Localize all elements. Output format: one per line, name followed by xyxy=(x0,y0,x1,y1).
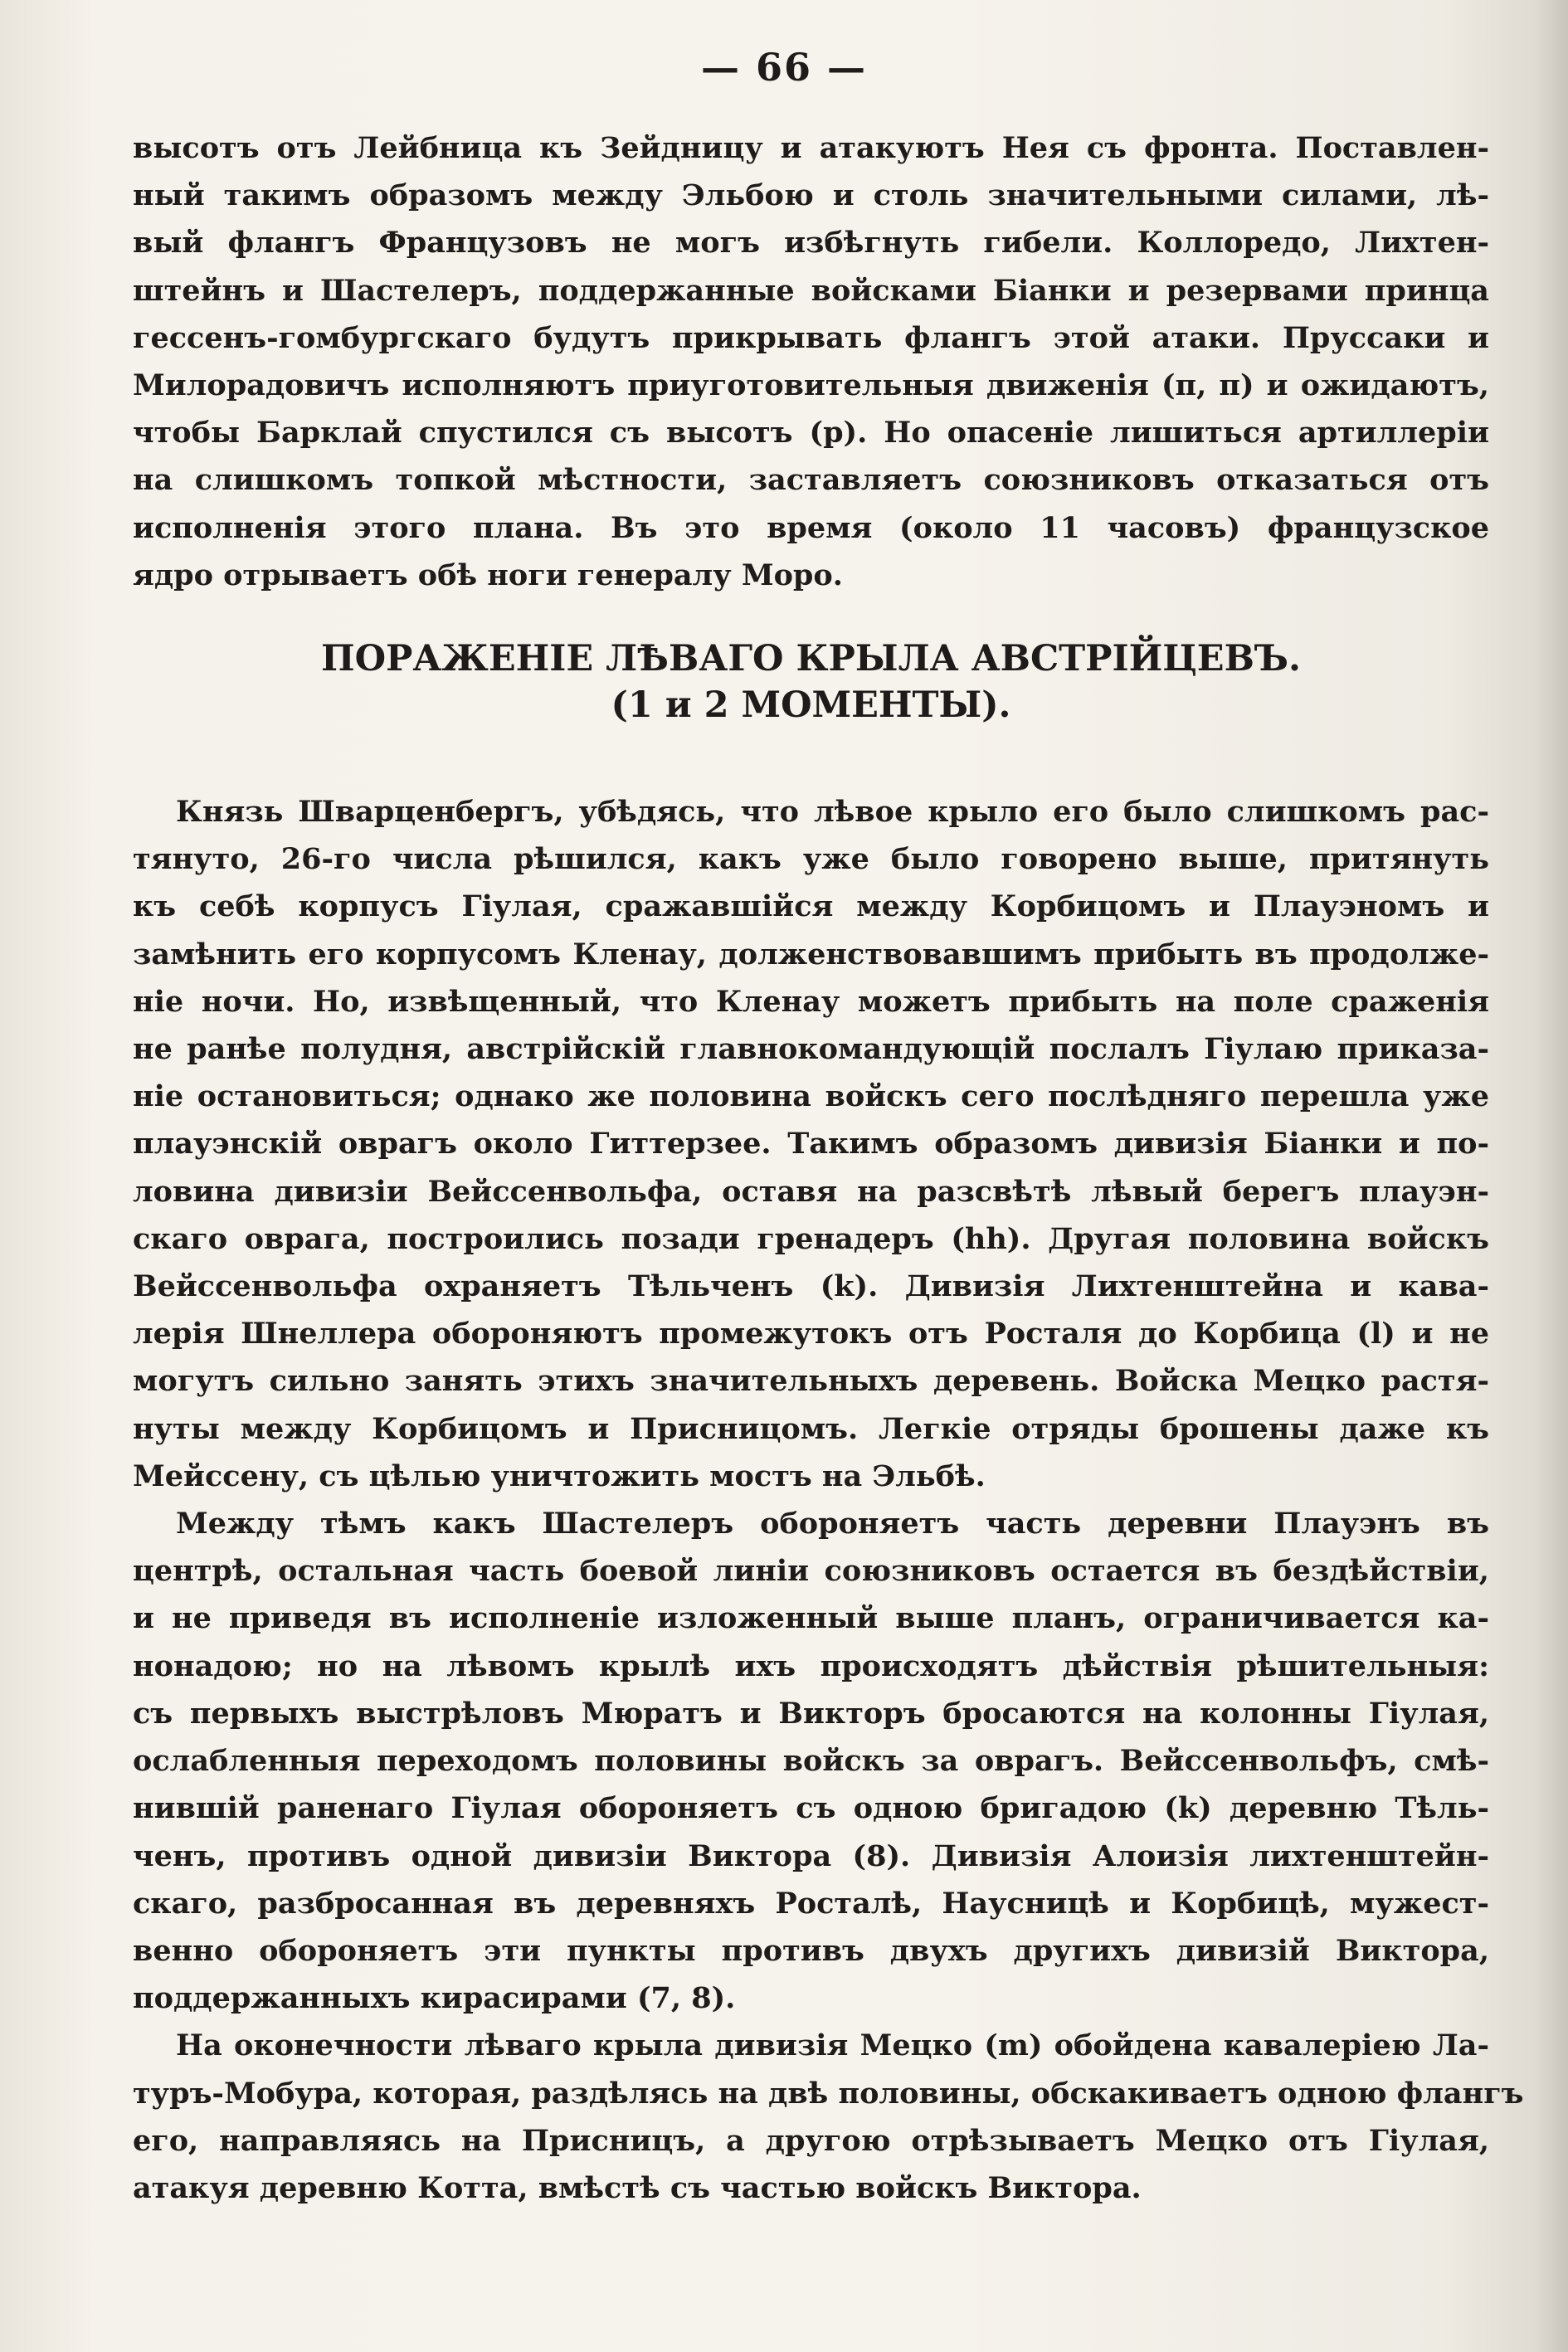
text-line: штейнъ и Шастелеръ, поддержанные войсками Біанки и резервами принца xyxy=(133,273,1489,308)
text-line: нившій раненаго Гіулая обороняетъ съ одною бригадою (k) деревню Тѣль- xyxy=(133,1791,1489,1826)
text-line: На оконечности лѣваго крыла дивизія Мецко (m) обойдена кавалеріею Ла- xyxy=(176,2028,1489,2063)
text-line: скаго, разбросанная въ деревняхъ Росталѣ, Наусницѣ и Корбицѣ, мужест- xyxy=(133,1886,1489,1921)
section-subtitle: (1 и 2 МОМЕНТЫ). xyxy=(611,684,1011,727)
text-line: атакуя деревню Котта, вмѣстѣ съ частью войскъ Виктора. xyxy=(133,2170,1142,2205)
section-title: ПОРАЖЕНІЕ ЛѢВАГО КРЫЛА АВСТРІЙЦЕВЪ. xyxy=(320,638,1302,680)
text-line: центрѣ, остальная часть боевой линіи союзниковъ остается въ бездѣйствіи, xyxy=(133,1554,1489,1589)
text-line: его, направляясь на Присницъ, а другою отрѣзываетъ Мецко отъ Гіулая, xyxy=(133,2123,1489,2158)
text-line: Вейссенвольфа охраняетъ Тѣльченъ (k). Дивизія Лихтенштейна и кава- xyxy=(133,1269,1489,1304)
text-line: туръ-Мобура, которая, раздѣлясь на двѣ половины, обскакиваетъ одною флангъ xyxy=(133,2076,1524,2111)
text-line: ченъ, противъ одной дивизіи Виктора (8). Дивизія Алоизія лихтенштейн- xyxy=(133,1838,1489,1873)
text-line: гессенъ-гомбургскаго будутъ прикрывать флангъ этой атаки. Пруссаки и xyxy=(133,320,1489,355)
text-line: замѣнить его корпусомъ Кленау, долженствовавшимъ прибыть въ продолже- xyxy=(133,937,1489,971)
text-line: ядро отрываетъ обѣ ноги генералу Моро. xyxy=(133,558,843,592)
text-line: ніе остановиться; однако же половина войскъ сего послѣдняго перешла уже xyxy=(133,1079,1489,1114)
page-content xyxy=(133,124,1524,2212)
text-line: вый флангъ Французовъ не могъ избѣгнуть гибели. Коллоредо, Лихтен- xyxy=(133,226,1489,261)
page-edge-shadow xyxy=(1535,0,1568,2352)
text-line: поддержанныхъ кирасирами (7, 8). xyxy=(133,1981,736,2016)
text-line: нонадою; но на лѣвомъ крылѣ ихъ происходятъ дѣйствія рѣшительныя: xyxy=(133,1648,1489,1683)
text-line: исполненія этого плана. Въ это время (около 11 часовъ) французское xyxy=(133,510,1489,545)
text-line: нуты между Корбицомъ и Присницомъ. Легкіе отряды брошены даже къ xyxy=(133,1411,1489,1446)
intro-paragraph xyxy=(133,124,1489,599)
text-line: и не приведя въ исполненіе изложенный выше планъ, ограничивается ка- xyxy=(133,1601,1489,1636)
text-line: не ранѣе полудня, австрійскій главнокомандующій послалъ Гіулаю приказа- xyxy=(133,1032,1489,1067)
text-line: ловина дивизіи Вейссенвольфа, оставя на разсвѣтѣ лѣвый берегъ плауэн- xyxy=(133,1174,1489,1209)
heading-spacer xyxy=(133,728,1489,788)
text-line: ный такимъ образомъ между Эльбою и столь значительными силами, лѣ- xyxy=(133,178,1489,213)
text-line: Мейссену, съ цѣлью уничтожить мостъ на Эльбѣ. xyxy=(133,1458,986,1493)
body-paragraph-3 xyxy=(133,2022,1524,2212)
text-line: ніе ночи. Но, извѣщенный, что Кленау можетъ прибыть на поле сраженія xyxy=(133,984,1489,1019)
text-line: Милорадовичъ исполняютъ приуготовительныя движенія (п, п) и ожидаютъ, xyxy=(133,368,1489,403)
text-line: могутъ сильно занять этихъ значительныхъ деревень. Войска Мецко растя- xyxy=(133,1364,1489,1399)
text-line: Между тѣмъ какъ Шастелеръ обороняетъ часть деревни Плауэнъ въ xyxy=(176,1507,1489,1541)
text-line: тянуто, 26-го числа рѣшился, какъ уже было говорено выше, притянуть xyxy=(133,842,1489,877)
text-line: плауэнскій оврагъ около Гиттерзее. Такимъ образомъ дивизія Біанки и по- xyxy=(133,1127,1489,1161)
page-number: — 66 — xyxy=(700,45,868,90)
text-line: скаго оврага, построились позади гренадеръ (hh). Другая половина войскъ xyxy=(133,1221,1489,1256)
text-line: къ себѣ корпусъ Гіулая, сражавшійся между Корбицомъ и Плауэномъ и xyxy=(133,889,1489,924)
text-line: ослабленныя переходомъ половины войскъ за оврагъ. Вейссенвольфъ, смѣ- xyxy=(133,1744,1489,1779)
text-line: на слишкомъ топкой мѣстности, заставляетъ союзниковъ отказаться отъ xyxy=(133,463,1489,498)
section-heading xyxy=(133,635,1489,728)
text-line: лерія Шнеллера обороняютъ промежутокъ отъ Росталя до Корбица (l) и не xyxy=(133,1317,1489,1351)
text-line: чтобы Барклай спустился съ высотъ (р). Но опасеніе лишиться артиллеріи xyxy=(133,416,1489,450)
text-line: высотъ отъ Лейбница къ Зейдницу и атакуютъ Нея съ фронта. Поставлен- xyxy=(133,131,1489,165)
text-line: Князь Шварценбергъ, убѣдясь, что лѣвое крыло его было слишкомъ рас- xyxy=(176,795,1489,830)
body-paragraph-1 xyxy=(133,788,1489,1500)
text-line: венно обороняетъ эти пункты противъ двухъ другихъ дивизій Виктора, xyxy=(133,1933,1489,1968)
body-paragraph-2 xyxy=(133,1500,1489,2022)
text-line: съ первыхъ выстрѣловъ Мюратъ и Викторъ бросаются на колонны Гіулая, xyxy=(133,1696,1489,1731)
